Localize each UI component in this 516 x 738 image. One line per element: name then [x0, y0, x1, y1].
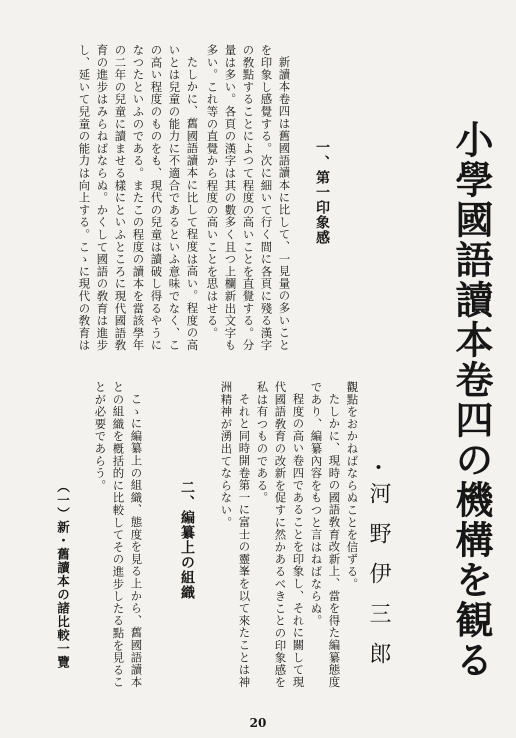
body-column: との組織を槪括的に比較してその進步したる點を見るこ — [111, 381, 126, 689]
body-column: こゝに編纂上の組織、態度を見る上から、舊國語讀本 — [129, 393, 144, 689]
author-name-dot: ・ — [364, 456, 389, 478]
article-title: 小學國語讀本卷四の機構を観る — [449, 120, 494, 680]
subsection-heading: （一）新・舊讀本の諸比較一覽 — [55, 480, 71, 669]
body-column: 私は有つものである。 — [255, 381, 270, 504]
body-column: 量は多い。各頁の漢字は其の數多く且つ上欄新出文字も — [223, 44, 238, 352]
section-1-heading: 一、第一印象感 — [314, 140, 330, 245]
body-column: の高い程度のものをも、現代の兒童は讀破し得るやうに — [149, 44, 164, 352]
author-name: 河野伊三郎 — [366, 482, 391, 682]
body-column: 育の進步はみらねばならぬ。かくして國語の敎育は進步 — [95, 44, 110, 352]
body-column: 多い。これ等の直覺から程度の高いことを思はせる。 — [205, 44, 220, 340]
body-column: 觀點をおかねばならぬことを信ずる。 — [345, 381, 360, 591]
body-column: とが必要であらう。 — [93, 381, 108, 492]
body-column: 洲精神が湧出てならない。 — [219, 381, 234, 529]
body-column: であり、編纂內容をもつと言はねばならぬ。 — [309, 381, 324, 627]
body-column: 新讀本卷四は舊國語讀本に比して、一見量の多いこと — [277, 56, 292, 352]
body-column: を印象し感覺する。次に細いて行く間に各頁に殘る漢字 — [259, 44, 274, 352]
body-column: いとは兒童の能力に不適合であるといふ意味でなく、こ — [167, 44, 182, 352]
body-column: 代國語敎育の改新を促すに然かあるべきことの印象感を — [273, 381, 288, 689]
page-number: 20 — [249, 716, 267, 730]
body-column: なつたといふのである。またこの程度の讀本を當該學年 — [131, 44, 146, 352]
body-column: 程度の高い卷四であることを印象し、それに關して現 — [291, 393, 306, 689]
body-column: たしかに、現時の國語敎育改新上、當を得た編纂態度 — [327, 393, 342, 689]
body-column: し、延いて兒童の能力は向上する。こゝに現代の敎育は — [77, 44, 92, 352]
body-column: の二年の兒童に讀ませる樣にといふところに現代國語敎 — [113, 44, 128, 352]
body-column: たしかに、舊國語讀本に比して程度は高い。程度の高 — [185, 56, 200, 352]
body-column: の敎點することによつて程度の高いことを直覺する。分 — [241, 44, 256, 352]
body-column: それと同時開卷第一に富士の靈峯を以て來たことは神 — [237, 393, 252, 689]
section-2-heading: 二、編纂上の組織 — [179, 480, 195, 600]
